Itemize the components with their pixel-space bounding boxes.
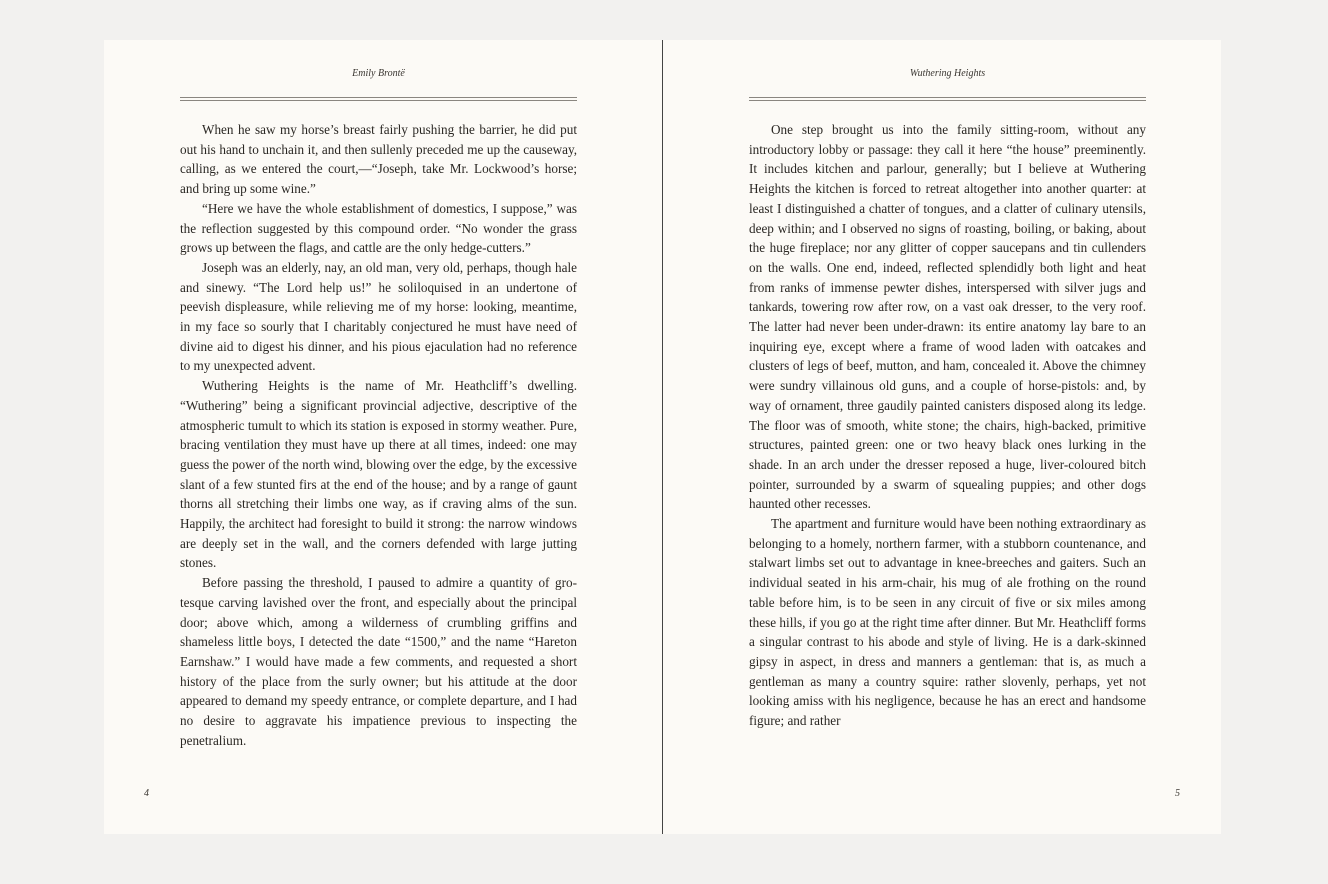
paragraph: One step brought us into the family sitting-room, without any introductory lobby or passage: they call it here “the house” preeminently. It includes kitchen and parlour, generally; but I believe at Wuthering Heights the kitchen is forced to retreat altogether into another quarter: at least I distinguished a chatter of tongues, and a clatter of culinary utensils, deep within; and I observed no signs of roasting, boiling, or baking, about the huge fireplace; nor any glitter of copper saucepans and tin cullenders on the walls. One end, indeed, reflected splendidly both light and heat from ranks of immense pewter dishes, interspersed with silver jugs and tankards, towering row after row, on a vast oak dresser, to the very roof. The latter had never been under-drawn: its entire anatomy lay bare to an inquiring eye, except where a frame of wood laden with oatcakes and clusters of legs of beef, mutton, and ham, concealed it. Above the chimney were sundry villainous old guns, and a couple of horse-pistols: and, by way of ornament, three gaudily painted canisters disposed along its ledge. The floor was of smooth, white stone; the chairs, high-backed, primitive structures, painted green: one or two heavy black ones lurking in the shade. In an arch under the dresser reposed a huge, liver-coloured bitch pointer, surrounded by a swarm of squealing puppies; and other dogs haunted other recesses.: [749, 122, 1146, 512]
paragraph: The apartment and furniture would have been nothing extraordinary as belonging to a homely, northern farmer, with a stubborn countenance, and stalwart limbs set out to advantage in knee-breeches and gaiters. Such an individual seated in his arm-chair, his mug of ale frothing on the round table before him, is to be seen in any circuit of five or six miles among these hills, if you go at the right time after dinner. But Mr. Heathcliff forms a singular contrast to his abode and style of living. He is a dark-skinned gipsy in aspect, in dress and manners a gentleman: that is, as much a gentleman as many a country squire: rather slovenly, perhaps, yet not looking amiss with his negligence, because he has an erect and handsome figure; and rather: [749, 516, 1146, 729]
paragraph: Wuthering Heights is the name of Mr. Heathcliff’s dwelling. “Wuthering” being a significant provincial adjective, descriptive of the atmospheric tumult to which its station is exposed in stormy weather. Pure, bracing ventilation they must have up there at all times, indeed: one may guess the power of the north wind, blowing over the edge, by the excessive slant of a few stunted firs at the end of the house; and by a range of gaunt thorns all stretching their limbs one way, as if craving alms of the sun. Happily, the architect had foresight to build it strong: the narrow windows are deeply set in the wall, and the corners defended with large jutting stones.: [180, 378, 577, 571]
left-page: [104, 40, 662, 834]
header-rule: [749, 97, 1146, 101]
page-number: 4: [144, 788, 149, 799]
right-page: [663, 40, 1221, 834]
body-text: [749, 120, 1146, 731]
book-spread: [104, 40, 1221, 834]
page-number: 5: [1175, 788, 1180, 799]
body-text: [180, 120, 577, 751]
paragraph: “Here we have the whole establishment of domestics, I suppose,” was the reflection suggested by this compound order. “No wonder the grass grows up between the flags, and cattle are the only hedge-cutters.”: [180, 200, 577, 256]
running-head-title: Wuthering Heights: [909, 68, 986, 79]
paragraph: Joseph was an elderly, nay, an old man, very old, perhaps, though hale and sinewy. “The Lord help us!” he soliloquised in an undertone of peevish displeasure, while relieving me of my horse: looking, meantime, in my face so sourly that I charitably conjectured he must have need of divine aid to digest his dinner, and his pious ejaculation had no reference to my unexpected advent.: [180, 259, 577, 374]
running-head-author: Emily Brontë: [352, 68, 405, 79]
paragraph: Before passing the threshold, I paused to admire a quantity of grotesque carving lavished over the front, and especially about the principal door; above which, among a wilderness of crumbling griffins and shameless little boys, I detected the date “1500,” and the name “Hareton Earnshaw.” I would have made a few comments, and requested a short history of the place from the surly owner; but his attitude at the door appeared to demand my speedy entrance, or complete departure, and I had no desire to aggravate his impatience previous to inspecting the penetralium.: [180, 575, 577, 748]
paragraph: When he saw my horse’s breast fairly pushing the barrier, he did put out his hand to unchain it, and then sullenly preceded me up the causeway, calling, as we entered the court,—“Joseph, take Mr. Lockwood’s horse; and bring up some wine.”: [180, 122, 577, 197]
header-rule: [180, 97, 577, 101]
